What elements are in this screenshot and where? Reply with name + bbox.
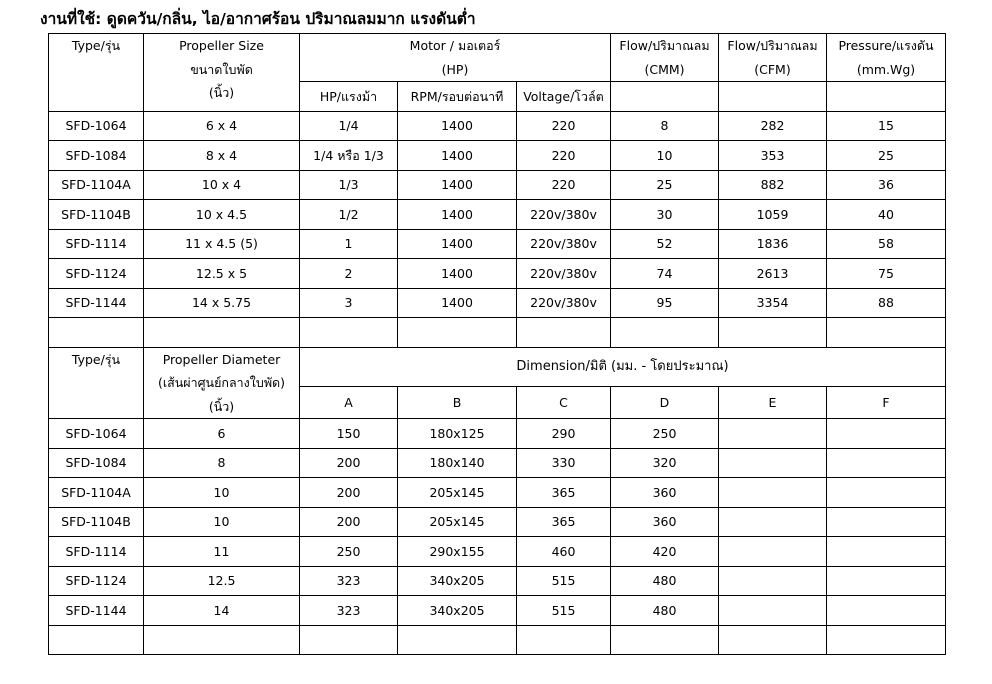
dim-header-d: D (611, 386, 719, 418)
dim-spacer (49, 625, 946, 655)
dim-cell-c: 330 (517, 448, 611, 478)
spec-spacer (49, 318, 946, 348)
dim-cell-a: 200 (300, 478, 398, 508)
spec-cell-propeller-size: 6 x 4 (144, 111, 300, 141)
spec-row (49, 259, 946, 289)
dim-cell-d: 250 (611, 419, 719, 449)
dim-header-e: E (719, 386, 827, 418)
spec-row (49, 229, 946, 259)
dim-cell-a: 200 (300, 448, 398, 478)
dim-cell-c: 515 (517, 596, 611, 626)
dim-cell-d: 480 (611, 596, 719, 626)
dim-cell-e (719, 596, 827, 626)
spec-cell-voltage: 220 (517, 141, 611, 171)
spec-cell-pressure: 40 (827, 200, 946, 230)
dim-header-c: C (517, 386, 611, 418)
spec-cell-hp: 1/4 หรือ 1/3 (300, 141, 398, 171)
spec-header-row-1 (49, 34, 946, 82)
spec-cell-flow-cfm: 1059 (719, 200, 827, 230)
spec-cell-rpm: 1400 (398, 229, 517, 259)
spec-cell-rpm: 1400 (398, 141, 517, 171)
dim-cell-propeller-diameter: 6 (144, 419, 300, 449)
spec-cell-type: SFD-1104B (49, 200, 144, 230)
spec-cell-flow-cfm: 282 (719, 111, 827, 141)
spec-cell-voltage: 220v/380v (517, 229, 611, 259)
dim-cell-f (827, 566, 946, 596)
spec-cell-flow-cfm: 353 (719, 141, 827, 171)
spec-row (49, 141, 946, 171)
spec-cell-voltage: 220v/380v (517, 200, 611, 230)
spec-cell-hp: 2 (300, 259, 398, 289)
dim-cell-f (827, 507, 946, 537)
spec-row (49, 111, 946, 141)
spec-header-pressure: Pressure/แรงดัน (mm.Wg) (827, 34, 946, 82)
dim-cell-propeller-diameter: 12.5 (144, 566, 300, 596)
dim-cell-propeller-diameter: 10 (144, 478, 300, 508)
dim-cell-propeller-diameter: 14 (144, 596, 300, 626)
dim-cell-f (827, 596, 946, 626)
dim-cell-c: 515 (517, 566, 611, 596)
dim-cell-e (719, 448, 827, 478)
fan-spec-table (48, 33, 946, 655)
spec-row (49, 200, 946, 230)
spec-header-type: Type/รุ่น (49, 34, 144, 112)
spec-cell-rpm: 1400 (398, 170, 517, 200)
dim-cell-f (827, 537, 946, 567)
dim-cell-type: SFD-1104A (49, 478, 144, 508)
spec-cell-flow-cmm: 74 (611, 259, 719, 289)
spec-cell-pressure: 15 (827, 111, 946, 141)
dim-header-type: Type/รุ่น (49, 347, 144, 419)
spec-cell-type: SFD-1144 (49, 288, 144, 318)
spec-empty-row (49, 318, 946, 348)
dim-cell-a: 250 (300, 537, 398, 567)
dim-cell-c: 290 (517, 419, 611, 449)
dim-header-dimension: Dimension/มิติ (มม. - โดยประมาณ) (300, 347, 946, 386)
dim-empty-row (49, 625, 946, 655)
spec-header-empty (611, 82, 719, 112)
spec-cell-flow-cmm: 8 (611, 111, 719, 141)
spec-cell-type: SFD-1084 (49, 141, 144, 171)
spec-cell-voltage: 220 (517, 170, 611, 200)
dim-row (49, 507, 946, 537)
spec-row (49, 288, 946, 318)
dim-cell-d: 320 (611, 448, 719, 478)
spec-cell-flow-cmm: 25 (611, 170, 719, 200)
spec-cell-rpm: 1400 (398, 288, 517, 318)
spec-header-flow-cmm: Flow/ปริมาณลม (CMM) (611, 34, 719, 82)
dim-cell-a: 150 (300, 419, 398, 449)
spec-cell-flow-cmm: 10 (611, 141, 719, 171)
spec-cell-type: SFD-1114 (49, 229, 144, 259)
dim-cell-d: 480 (611, 566, 719, 596)
spec-cell-propeller-size: 10 x 4.5 (144, 200, 300, 230)
spec-cell-flow-cfm: 882 (719, 170, 827, 200)
spec-cell-propeller-size: 10 x 4 (144, 170, 300, 200)
spec-cell-rpm: 1400 (398, 200, 517, 230)
dim-row (49, 448, 946, 478)
page-title: งานที่ใช้: ดูดควัน/กลิ่น, ไอ/อากาศร้อน ปริมาณลมมาก แรงดันต่ำ (40, 10, 476, 28)
spec-cell-voltage: 220v/380v (517, 288, 611, 318)
dim-cell-propeller-diameter: 8 (144, 448, 300, 478)
dim-header-b: B (398, 386, 517, 418)
spec-cell-flow-cmm: 52 (611, 229, 719, 259)
spec-header-empty (827, 82, 946, 112)
spec-cell-propeller-size: 11 x 4.5 (5) (144, 229, 300, 259)
dim-cell-f (827, 478, 946, 508)
dim-cell-f (827, 448, 946, 478)
spec-table-body (49, 34, 946, 112)
spec-cell-hp: 1 (300, 229, 398, 259)
spec-cell-type: SFD-1104A (49, 170, 144, 200)
spec-cell-flow-cfm: 1836 (719, 229, 827, 259)
spec-cell-hp: 1/2 (300, 200, 398, 230)
dim-cell-e (719, 478, 827, 508)
spec-row (49, 170, 946, 200)
spec-cell-hp: 1/4 (300, 111, 398, 141)
dim-cell-d: 360 (611, 478, 719, 508)
dim-cell-type: SFD-1114 (49, 537, 144, 567)
dim-cell-b: 340x205 (398, 566, 517, 596)
dim-cell-c: 365 (517, 507, 611, 537)
dim-row (49, 419, 946, 449)
dim-cell-type: SFD-1144 (49, 596, 144, 626)
dim-cell-b: 205x145 (398, 507, 517, 537)
dim-cell-d: 420 (611, 537, 719, 567)
spec-cell-pressure: 88 (827, 288, 946, 318)
spec-cell-flow-cmm: 95 (611, 288, 719, 318)
dim-cell-e (719, 419, 827, 449)
dim-cell-e (719, 507, 827, 537)
dim-row (49, 566, 946, 596)
dim-cell-propeller-diameter: 10 (144, 507, 300, 537)
dim-header-propeller-diameter: Propeller Diameter (เส้นผ่าศูนย์กลางใบพัด) (นิ้ว) (144, 347, 300, 419)
spec-cell-propeller-size: 12.5 x 5 (144, 259, 300, 289)
spec-header-empty (719, 82, 827, 112)
dim-cell-type: SFD-1064 (49, 419, 144, 449)
dim-cell-a: 200 (300, 507, 398, 537)
spec-header-hp: HP/แรงม้า (300, 82, 398, 112)
dim-cell-a: 323 (300, 566, 398, 596)
dim-cell-type: SFD-1124 (49, 566, 144, 596)
spec-cell-flow-cmm: 30 (611, 200, 719, 230)
dim-row (49, 537, 946, 567)
spec-cell-voltage: 220v/380v (517, 259, 611, 289)
spec-cell-hp: 3 (300, 288, 398, 318)
dim-cell-c: 365 (517, 478, 611, 508)
dim-row (49, 596, 946, 626)
dim-header-a: A (300, 386, 398, 418)
dim-header-f: F (827, 386, 946, 418)
dim-row (49, 478, 946, 508)
dim-cell-b: 180x140 (398, 448, 517, 478)
spec-header-motor: Motor / มอเตอร์ (HP) (300, 34, 611, 82)
spec-cell-voltage: 220 (517, 111, 611, 141)
dim-cell-propeller-diameter: 11 (144, 537, 300, 567)
spec-cell-pressure: 36 (827, 170, 946, 200)
spec-header-rpm: RPM/รอบต่อนาที (398, 82, 517, 112)
spec-cell-pressure: 25 (827, 141, 946, 171)
spec-cell-flow-cfm: 3354 (719, 288, 827, 318)
dim-cell-a: 323 (300, 596, 398, 626)
spec-rows (49, 111, 946, 318)
spec-cell-propeller-size: 14 x 5.75 (144, 288, 300, 318)
spec-cell-hp: 1/3 (300, 170, 398, 200)
spec-cell-pressure: 58 (827, 229, 946, 259)
dim-table-header (49, 347, 946, 419)
spec-cell-rpm: 1400 (398, 259, 517, 289)
dim-cell-b: 180x125 (398, 419, 517, 449)
dim-cell-c: 460 (517, 537, 611, 567)
spec-cell-pressure: 75 (827, 259, 946, 289)
dim-cell-type: SFD-1104B (49, 507, 144, 537)
dim-header-row-1 (49, 347, 946, 386)
spec-cell-rpm: 1400 (398, 111, 517, 141)
dim-cell-e (719, 566, 827, 596)
dim-cell-b: 290x155 (398, 537, 517, 567)
dim-cell-d: 360 (611, 507, 719, 537)
dim-cell-e (719, 537, 827, 567)
spec-header-flow-cfm: Flow/ปริมาณลม (CFM) (719, 34, 827, 82)
spec-cell-type: SFD-1124 (49, 259, 144, 289)
dim-cell-type: SFD-1084 (49, 448, 144, 478)
spec-cell-type: SFD-1064 (49, 111, 144, 141)
dim-cell-b: 205x145 (398, 478, 517, 508)
dim-cell-f (827, 419, 946, 449)
spec-cell-propeller-size: 8 x 4 (144, 141, 300, 171)
spec-header-propeller-size: Propeller Size ขนาดใบพัด (นิ้ว) (144, 34, 300, 112)
spec-cell-flow-cfm: 2613 (719, 259, 827, 289)
spec-header-voltage: Voltage/โวล์ต (517, 82, 611, 112)
dim-cell-b: 340x205 (398, 596, 517, 626)
dim-rows (49, 419, 946, 626)
